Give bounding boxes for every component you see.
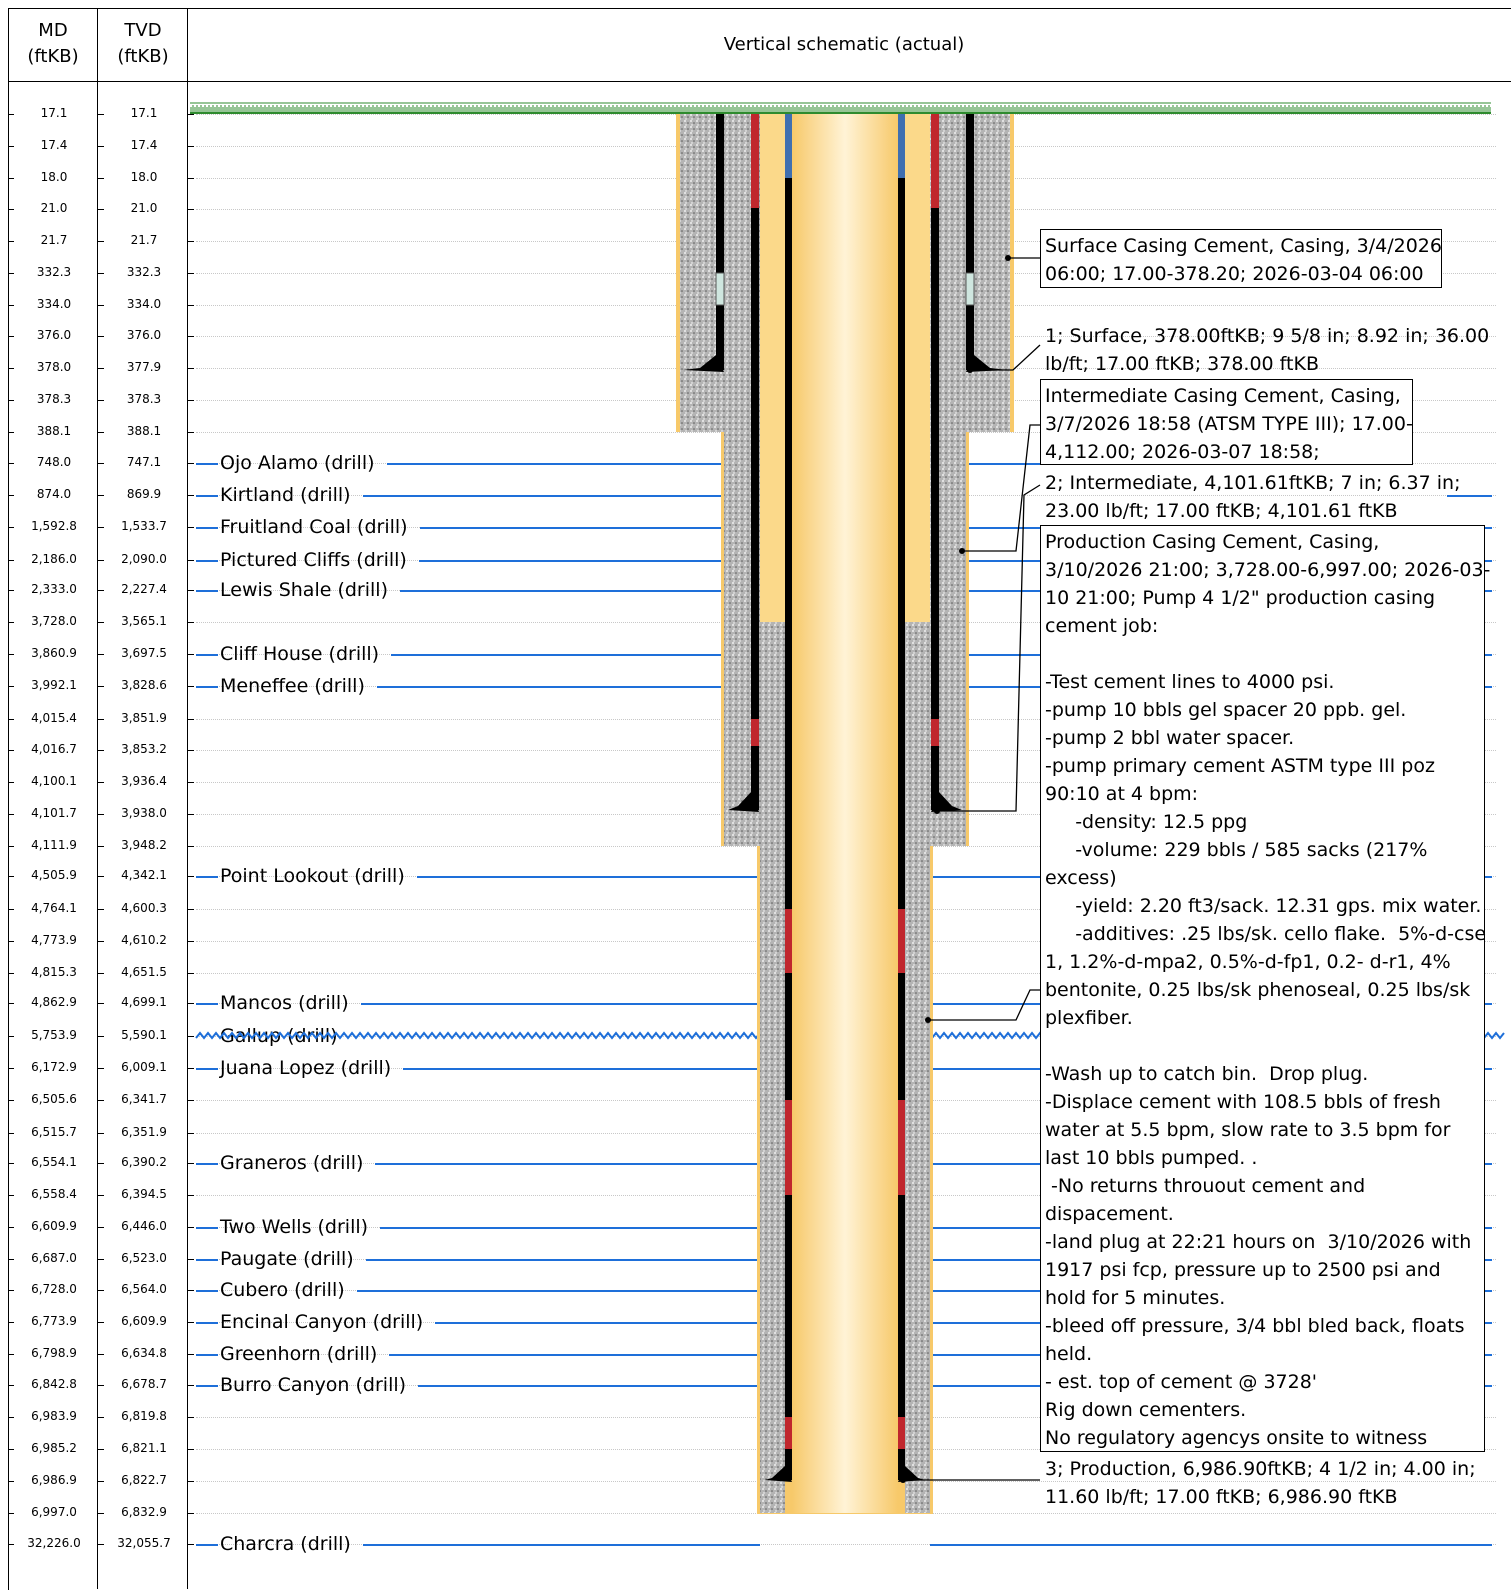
md-value: 3,728.0 — [31, 614, 77, 628]
tvd-value: 21.0 — [130, 201, 158, 215]
formation-label: Pictured Cliffs (drill) — [220, 549, 407, 571]
md-value: 6,773.9 — [31, 1314, 77, 1328]
md-value: 1,592.8 — [31, 519, 77, 533]
tvd-value: 3,828.6 — [121, 678, 167, 692]
tvd-value: 5,590.1 — [121, 1028, 167, 1042]
md-value: 4,015.4 — [31, 711, 77, 725]
production-joint-right — [898, 1417, 905, 1449]
tvd-value: 6,009.1 — [121, 1060, 167, 1074]
md-value: 18.0 — [40, 170, 68, 184]
formation-label: Paugate (drill) — [220, 1248, 354, 1270]
production-cement-note: Production Casing Cement, Casing, 3/10/2026 21:00; 3,728.00-6,997.00; 2026-03- 10 21:00; Pump 4 1/2" production casing cement job: -Test cement lines to 4000 psi. -pump 10 bbls gel spacer 20 ppb. gel. -pump 2 bbl water spacer. -pump primary cement ASTM type III poz 90:10 at 4 bpm: -density: 12.5 ppg -volume: 229 bbls / 585 sacks (217% excess) -yield: 2.20 ft3/sack. 12.31 gps. mix water. -additives: .25 lbs/sk. cello flake. 5%-d-cse 1, 1.2%-d-mpa2, 0.5%-d-fp1, 0.2- d-r1, 4% bentonite, 0.25 lbs/sk phenoseal, 0.25 lbs/sk plexfiber. -Wash up to catch bin. Drop plug. -Displace cement with 108.5 bbls of fresh water at 5.5 bpm, slow rate to 3.5 bpm for last 10 bbls pumped. . -No returns throuout cement and dispacement. -land plug at 22:21 hours on 3/10/2026 with 1917 psi fcp, pressure up to 2500 psi and hold for 5 minutes. -bleed off pressure, 3/4 bbl bled back, floats held. - est. top of cement @ 3728' Rig down cementers. No regulatory agencys onsite to witness — [1045, 531, 1491, 1449]
md-value: 4,111.9 — [31, 838, 77, 852]
tvd-value: 3,851.9 — [121, 711, 167, 725]
production-cement-right — [905, 622, 930, 1513]
tvd-value: 4,651.5 — [121, 965, 167, 979]
md-value: 6,609.9 — [31, 1219, 77, 1233]
md-value: 3,992.1 — [31, 678, 77, 692]
leader-intermediate-casing-dot — [934, 808, 940, 814]
md-value: 6,985.2 — [31, 1441, 77, 1455]
md-value: 4,101.7 — [31, 806, 77, 820]
tvd-value: 4,342.1 — [121, 868, 167, 882]
tvd-value: 6,822.7 — [121, 1473, 167, 1487]
intermediate-joint-left — [751, 114, 759, 208]
tvd-value: 4,610.2 — [121, 933, 167, 947]
md-value: 32,226.0 — [27, 1536, 81, 1550]
production-cement-left — [760, 622, 785, 1513]
formation-label: Meneffee (drill) — [220, 675, 365, 697]
production-hanger-left — [785, 114, 792, 178]
tvd-value: 4,699.1 — [121, 995, 167, 1009]
production-joint-right — [898, 1100, 905, 1195]
tvd-value: 3,936.4 — [121, 774, 167, 788]
tvd-value: 17.1 — [130, 106, 158, 120]
tvd-value: 1,533.7 — [121, 519, 167, 533]
md-value: 378.3 — [36, 392, 72, 406]
md-header-line2: (ftKB) — [27, 46, 79, 67]
formation-label: Cliff House (drill) — [220, 643, 380, 665]
tvd-value: 6,390.2 — [121, 1155, 167, 1169]
md-value: 4,100.1 — [31, 774, 77, 788]
tvd-header-line1: TVD — [124, 20, 162, 41]
production-joint-left — [785, 1417, 792, 1449]
md-value: 4,016.7 — [31, 742, 77, 756]
production-casing-note: 3; Production, 6,986.90ftKB; 4 1/2 in; 4.00 in; 11.60 lb/ft; 17.00 ftKB; 6,986.90 ftKB — [1045, 1458, 1476, 1508]
leader-surface-casing-dot — [967, 367, 973, 373]
tvd-value: 6,564.0 — [121, 1282, 167, 1296]
tvd-value: 21.7 — [130, 233, 158, 247]
md-value: 388.1 — [36, 424, 72, 438]
leader-production-cement — [928, 990, 1040, 1020]
formation-label: Fruitland Coal (drill) — [220, 516, 408, 538]
tvd-value: 388.1 — [126, 424, 162, 438]
leader-production-casing-dot — [900, 1477, 906, 1483]
tvd-value: 332.3 — [126, 265, 162, 279]
tvd-value: 334.0 — [126, 297, 162, 311]
formation-label: Point Lookout (drill) — [220, 865, 405, 887]
surface-centralizer-left — [716, 273, 724, 305]
surface-cement-note: Surface Casing Cement, Casing, 3/4/2026 06:00; 17.00-378.20; 2026-03-04 06:00 — [1045, 235, 1442, 285]
md-value: 6,558.4 — [31, 1187, 77, 1201]
formation-label: Graneros (drill) — [220, 1152, 364, 1174]
tvd-value: 6,634.8 — [121, 1346, 167, 1360]
md-value: 4,862.9 — [31, 995, 77, 1009]
surface-centralizer-right — [966, 273, 974, 305]
production-casing-right — [898, 114, 905, 1480]
md-value: 3,860.9 — [31, 646, 77, 660]
formation-label: Burro Canyon (drill) — [220, 1374, 407, 1396]
surface-casing-left — [716, 114, 724, 370]
tvd-value: 17.4 — [130, 138, 158, 152]
tvd-header-line2: (ftKB) — [117, 46, 169, 67]
formation-label: Greenhorn (drill) — [220, 1343, 378, 1365]
tvd-value: 6,394.5 — [121, 1187, 167, 1201]
md-value: 6,798.9 — [31, 1346, 77, 1360]
md-value: 6,505.6 — [31, 1092, 77, 1106]
formation-label: Gallup (drill) — [220, 1025, 338, 1047]
tvd-value: 376.0 — [126, 328, 162, 342]
tvd-value: 2,090.0 — [121, 552, 167, 566]
md-value: 6,172.9 — [31, 1060, 77, 1074]
intermediate-casing-note: 2; Intermediate, 4,101.61ftKB; 7 in; 6.37 in; 23.00 lb/ft; 17.00 ftKB; 4,101.61 ftKB — [1045, 472, 1461, 522]
tvd-value: 6,609.9 — [121, 1314, 167, 1328]
tvd-value: 6,351.9 — [121, 1125, 167, 1139]
tvd-value: 6,832.9 — [121, 1505, 167, 1519]
md-value: 6,687.0 — [31, 1251, 77, 1265]
production-hanger-right — [898, 114, 905, 178]
md-value: 332.3 — [36, 265, 72, 279]
leader-intermediate-cement — [962, 425, 1040, 551]
annulus-fill-left — [760, 114, 785, 622]
tvd-value: 3,938.0 — [121, 806, 167, 820]
tvd-value: 6,446.0 — [121, 1219, 167, 1233]
production-joint-right — [898, 909, 905, 973]
md-value: 5,753.9 — [31, 1028, 77, 1042]
md-value: 6,986.9 — [31, 1473, 77, 1487]
md-value: 6,554.1 — [31, 1155, 77, 1169]
surface-casing-note: 1; Surface, 378.00ftKB; 9 5/8 in; 8.92 in; 36.00 lb/ft; 17.00 ftKB; 378.00 ftKB — [1045, 325, 1490, 375]
intermediate-joint-right-2 — [931, 719, 939, 746]
annulus-fill-right — [905, 114, 930, 622]
md-value: 334.0 — [36, 297, 72, 311]
md-value: 21.0 — [40, 201, 68, 215]
production-joint-left — [785, 1100, 792, 1195]
tvd-value: 869.9 — [126, 487, 162, 501]
formation-label: Encinal Canyon (drill) — [220, 1311, 424, 1333]
intermediate-casing-right — [931, 114, 939, 810]
production-casing-left — [785, 114, 792, 1480]
tvd-value: 3,565.1 — [121, 614, 167, 628]
md-value: 6,997.0 — [31, 1505, 77, 1519]
md-value: 4,815.3 — [31, 965, 77, 979]
tvd-value: 377.9 — [126, 360, 162, 374]
schematic-title: Vertical schematic (actual) — [723, 34, 965, 55]
intermediate-joint-left-2 — [751, 719, 759, 746]
md-value: 6,515.7 — [31, 1125, 77, 1139]
md-value: 6,842.8 — [31, 1377, 77, 1391]
formation-label: Kirtland (drill) — [220, 484, 351, 506]
md-value: 17.1 — [40, 106, 68, 120]
leader-production-cement-dot — [925, 1017, 931, 1023]
md-value: 4,773.9 — [31, 933, 77, 947]
tvd-value: 18.0 — [130, 170, 158, 184]
md-value: 378.0 — [36, 360, 72, 374]
md-value: 748.0 — [36, 455, 72, 469]
tvd-value: 3,948.2 — [121, 838, 167, 852]
md-value: 2,333.0 — [31, 582, 77, 596]
tvd-value: 32,055.7 — [117, 1536, 171, 1550]
tvd-value: 2,227.4 — [121, 582, 167, 596]
md-value: 21.7 — [40, 233, 68, 247]
production-bore — [792, 114, 898, 1513]
formation-label: Mancos (drill) — [220, 992, 349, 1014]
intermediate-joint-right — [931, 114, 939, 208]
md-value: 874.0 — [36, 487, 72, 501]
intermediate-cement-note: Intermediate Casing Cement, Casing, 3/7/2026 18:58 (ATSM TYPE III); 17.00- 4,112.00; 2026-03-07 18:58; — [1045, 385, 1413, 463]
formation-label: Ojo Alamo (drill) — [220, 452, 375, 474]
tvd-value: 6,821.1 — [121, 1441, 167, 1455]
tvd-value: 6,678.7 — [121, 1377, 167, 1391]
tvd-value: 6,819.8 — [121, 1409, 167, 1423]
md-header-line1: MD — [38, 20, 68, 41]
surface-casing-right — [966, 114, 974, 370]
formation-label: Lewis Shale (drill) — [220, 579, 388, 601]
production-joint-left — [785, 909, 792, 973]
md-value: 2,186.0 — [31, 552, 77, 566]
md-value: 4,764.1 — [31, 901, 77, 915]
tvd-value: 747.1 — [126, 455, 162, 469]
formation-label: Two Wells (drill) — [220, 1216, 369, 1238]
tvd-value: 3,697.5 — [121, 646, 167, 660]
md-value: 376.0 — [36, 328, 72, 342]
formation-label: Juana Lopez (drill) — [220, 1057, 392, 1079]
tvd-value: 6,341.7 — [121, 1092, 167, 1106]
formation-label: Charcra (drill) — [220, 1533, 351, 1555]
formation-label: Cubero (drill) — [220, 1279, 345, 1301]
tvd-value: 3,853.2 — [121, 742, 167, 756]
tvd-value: 6,523.0 — [121, 1251, 167, 1265]
tvd-value: 378.3 — [126, 392, 162, 406]
intermediate-casing-left — [751, 114, 759, 810]
md-value: 17.4 — [40, 138, 68, 152]
leader-intermediate-cement-dot — [959, 548, 965, 554]
leader-surface-cement-dot — [1005, 255, 1011, 261]
md-value: 6,728.0 — [31, 1282, 77, 1296]
md-value: 6,983.9 — [31, 1409, 77, 1423]
tvd-value: 4,600.3 — [121, 901, 167, 915]
md-value: 4,505.9 — [31, 868, 77, 882]
